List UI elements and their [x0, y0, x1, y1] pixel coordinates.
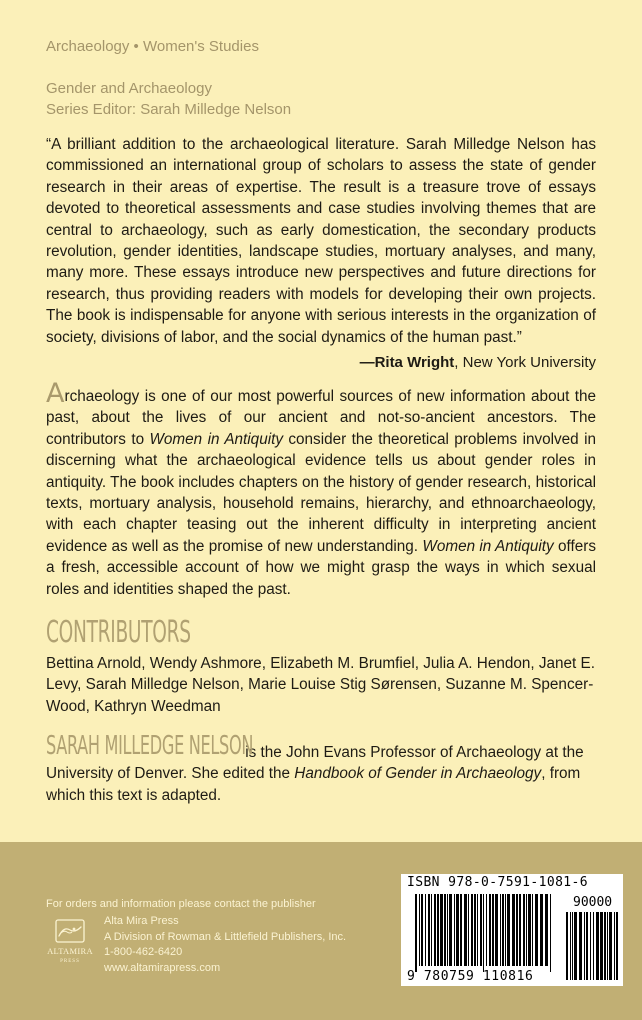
publisher-info: [104, 914, 346, 976]
barcode-bar: [570, 912, 571, 980]
barcode-bar: [596, 912, 599, 980]
book-description: Archaeology is one of our most powerful sources of new information about the past, about the lives of our ancient and not-so-ancient ancestors. The contributors to Women in Antiquity consider the theoretical problems involved in discerning what the archaeological evidence tells us about gender roles in antiquity. The book includes chapters on the history of gender research, historical texts, mortuary analysis, household remains, hierarchy, and ethnoarchaeology, with each chapter teasing out the inherent difficulty in interpreting ancient evidence as well as the promise of new understanding. Women in Antiquity offers a fresh, accessible account of how we might grasp the ways in which sexual roles and identities shaped the past.: [46, 378, 597, 598]
barcode-bar: [584, 912, 585, 980]
publisher-name: Alta Mira Press: [104, 915, 179, 927]
review-attribution: [46, 354, 596, 371]
series-title: Gender and Archaeology: [46, 80, 212, 97]
contributors-list: Bettina Arnold, Wendy Ashmore, Elizabeth M. Brumfiel, Julia A. Hendon, Janet E. Levy, Sarah Milledge Nelson, Marie Louise Stig Sørensen, Suzanne M. Spencer-Wood, Kathryn Weedman: [46, 655, 595, 715]
editor-name: SARAH MILLEDGE NELSON: [46, 731, 254, 761]
publisher-division: A Division of Rowman & Littlefield Publishers, Inc.: [104, 930, 347, 943]
handbook-title: Handbook of Gender in Archaeology: [294, 765, 542, 783]
barcode-bar: [586, 912, 588, 980]
publisher-website: www.altamirapress.com: [104, 961, 221, 974]
barcode-bar: [604, 912, 606, 980]
editor-bio: SARAH MILLEDGE NELSON is the John Evans Professor of Archaeology at the University of Denver. She edited the Handbook of Gender in Archaeology, from which this text is adapted.: [46, 731, 584, 804]
barcode-bar: [579, 912, 582, 980]
review-quote: “A brilliant addition to the archaeological literature. Sarah Milledge Nelson has commissioned an international group of scholars to assess the state of gender research in their areas of expertise. The result is a treasure trove of essays devoted to theoretical assessments and case studies involving themes that are central to archaeology, such as early domestication, the secondary products revolution, gender identities, landscape studies, mortuary analyses, and many, many more. These essays introduce new perspectives and future directions for research, thus providing readers with models for developing their own projects. The book is indispensable for anyone with serious interests in the organization of society, divisions of labor, and the social dynamics of the human past.”: [46, 136, 596, 346]
contributors-heading: CONTRIBUTORS: [46, 615, 191, 650]
barcode-bar: [616, 912, 618, 980]
barcode-bar: [609, 912, 612, 980]
altamira-logo: [44, 916, 96, 968]
publisher-footer: [0, 842, 642, 1020]
barcode-bar: [590, 912, 591, 980]
series-editor: Series Editor: Sarah Milledge Nelson: [46, 101, 292, 118]
order-info: For orders and information please contact the publisher: [46, 898, 316, 910]
series-info: [46, 78, 596, 120]
isbn-number: ISBN 978-0-7591-1081-6: [407, 875, 588, 890]
logo-wordmark: ALTAMIRA: [47, 946, 93, 956]
reviewer-name: —Rita Wright: [359, 354, 455, 371]
book-title: Women in Antiquity: [149, 430, 283, 448]
barcode-bar: [572, 912, 573, 980]
barcode-bar: [614, 912, 615, 980]
book-title: Women in Antiquity: [422, 537, 554, 555]
reviewer-affiliation: , New York University: [454, 354, 596, 371]
drop-cap: A: [46, 378, 65, 409]
barcode-bar: [600, 912, 603, 980]
barcode-bar: [607, 912, 608, 980]
barcode-bar: [574, 912, 577, 980]
ean-digits: 9 780759 110816: [407, 969, 534, 984]
price-code: 90000: [573, 895, 613, 910]
barcode-bar: [566, 912, 568, 980]
publisher-phone: 1-800-462-6420: [104, 946, 183, 958]
barcode-bar: [593, 912, 594, 980]
logo-subtext: PRESS: [60, 959, 80, 964]
isbn-barcode: [401, 874, 623, 986]
category-line: Archaeology • Women's Studies: [46, 38, 259, 55]
